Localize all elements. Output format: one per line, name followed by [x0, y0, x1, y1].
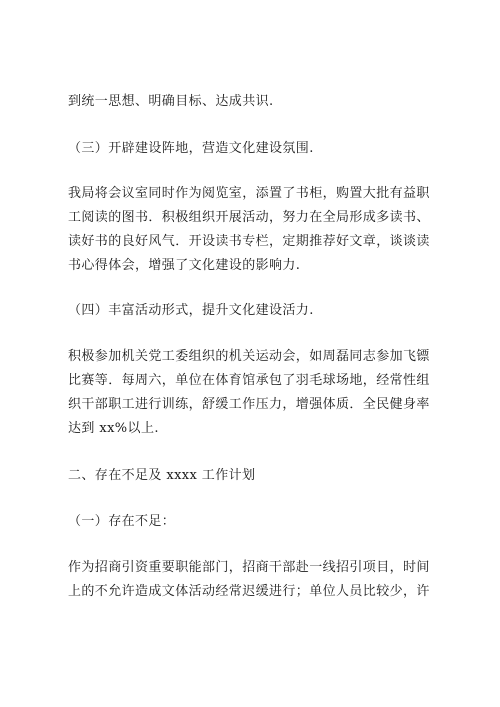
text-line: 作为招商引资重要职能部门，招商干部赴一线招引项目，时间 [68, 560, 430, 575]
text-line: 织干部职工进行训练，舒缓工作压力，增强体质．全民健身率 [68, 397, 430, 412]
text-line: 我局将会议室同时作为阅览室，添置了书柜，购置大批有益职 [68, 186, 430, 201]
section-heading-1: （一）存在不足： [68, 514, 176, 529]
text-line: 比赛等．每周六，单位在体育馆承包了羽毛球场地，经常性组 [68, 373, 430, 388]
text-line: 读好书的良好风气．开设读书专栏，定期推荐好文章，谈谈读 [68, 234, 430, 249]
text-line: 书心得体会，增强了文化建设的影响力. [68, 258, 301, 273]
section-heading-3: （三）开辟建设阵地，营造文化建设氛围. [68, 141, 314, 156]
text-line: 达到 xx%以上. [68, 421, 159, 436]
text-line: 工阅读的图书．积极组织开展活动，努力在全局形成多读书、 [68, 210, 430, 225]
text-line: 到统一思想、明确目标、达成共识. [68, 94, 274, 109]
text-line: 积极参加机关党工委组织的机关运动会，如周磊同志参加飞镖 [68, 349, 430, 364]
chapter-heading: 二、存在不足及 xxxx 工作计划 [68, 468, 256, 483]
text-line: 上的不允许造成文体活动经常迟缓进行；单位人员比较少，许 [68, 584, 430, 599]
section-heading-4: （四）丰富活动形式，提升文化建设活力. [68, 303, 314, 318]
